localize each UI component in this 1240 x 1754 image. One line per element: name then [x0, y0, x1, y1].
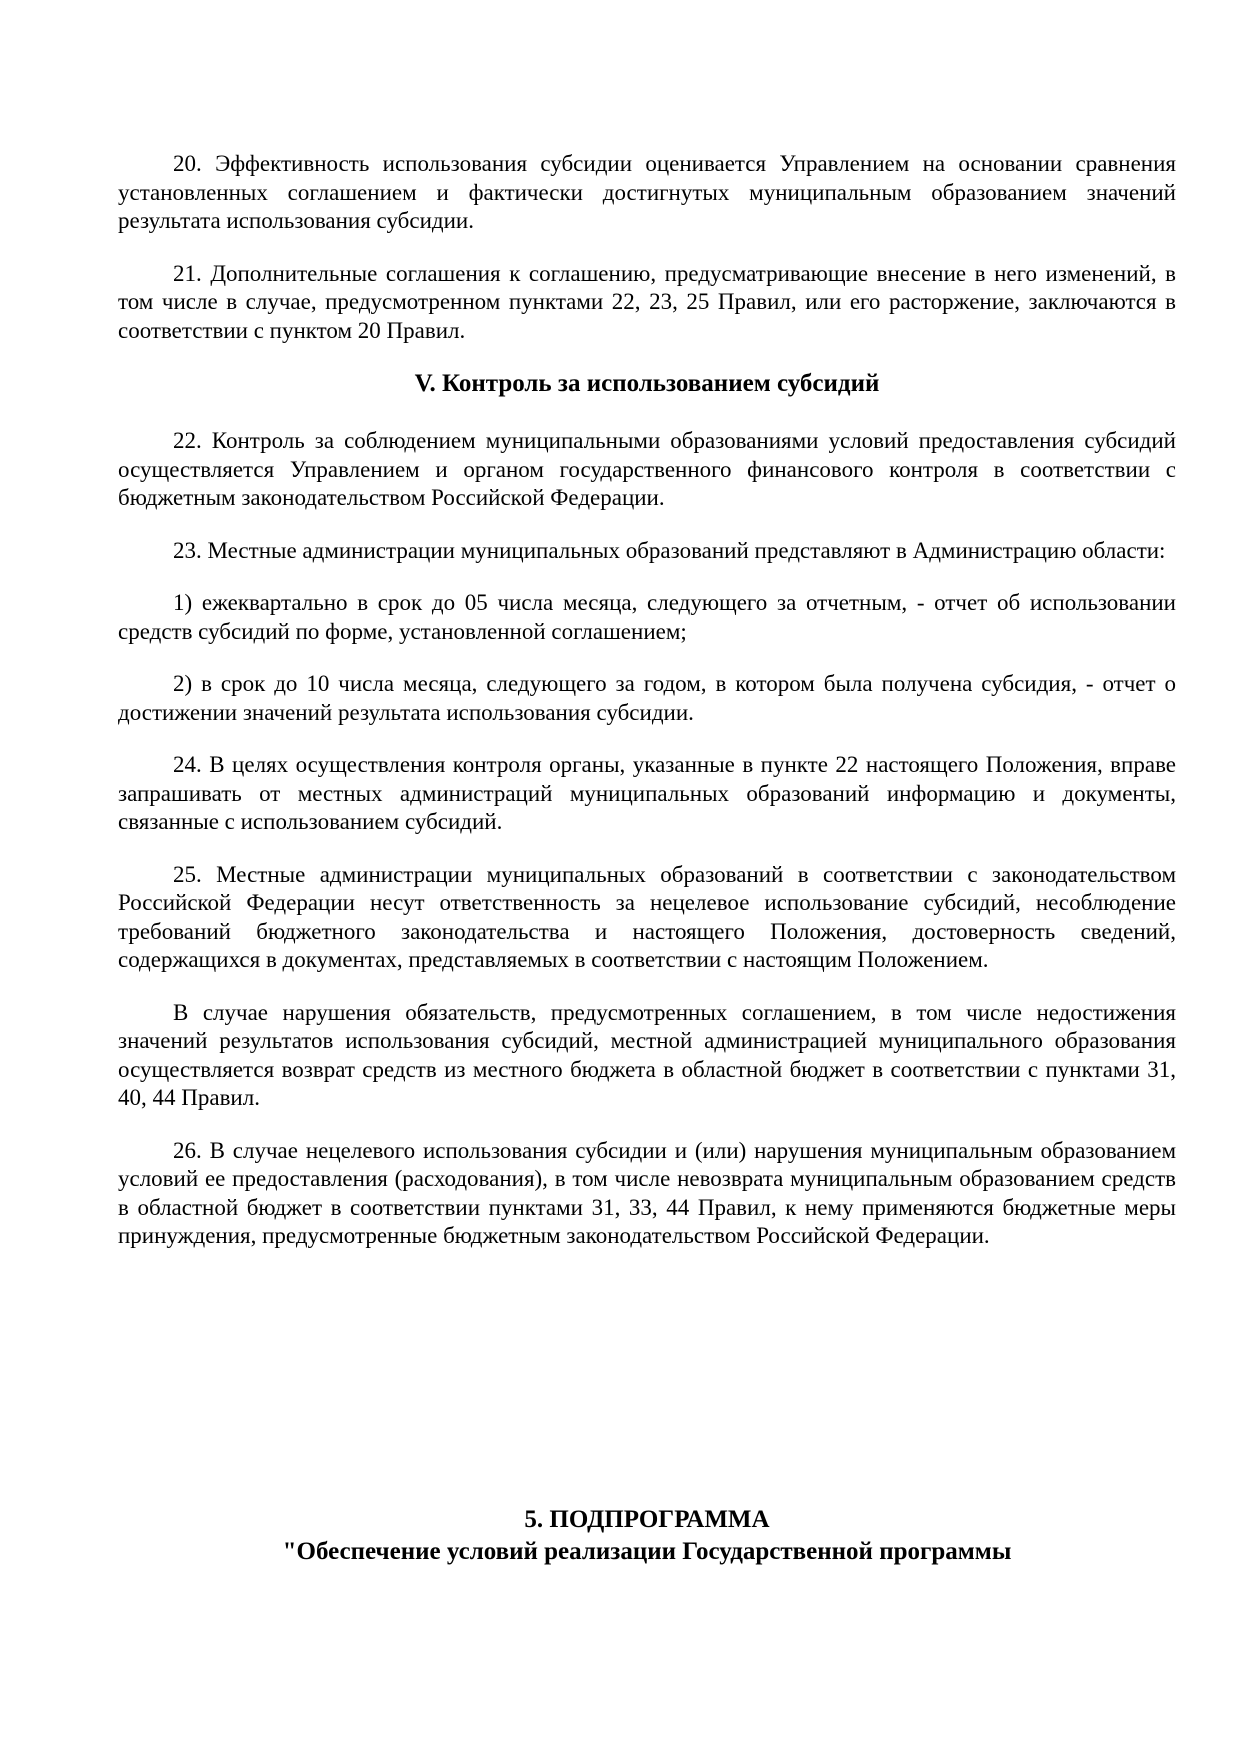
subprogram-number-title: 5. ПОДПРОГРАММА [524, 1506, 770, 1533]
paragraph-23-item-1: 1) ежеквартально в срок до 05 числа месяца, следующего за отчетным, - отчет об использовании средств субсидий по форме, установленной соглашением; [118, 590, 1176, 644]
subprogram-heading [118, 1504, 1176, 1568]
paragraph-26: 26. В случае нецелевого использования субсидии и (или) нарушения муниципальным образованием условий ее предоставления (расходования), в том числе невозврата муниципальным образованием средств в областной бюджет в соответствии пунктами 31, 33, 44 Правил, к нему применяются бюджетные меры принуждения, предусмотренные бюджетным законодательством Российской Федерации. [118, 1137, 1176, 1248]
section-heading: V. Контроль за использованием субсидий [414, 370, 880, 397]
paragraph-25: 25. Местные администрации муниципальных образований в соответствии с законодательством Российской Федерации несут ответственность за нецелевое использование субсидий, несоблюдение требований бюджетного законодательства и настоящего Положения, достоверность сведений, содержащихся в документах, представляемых в соответствии с настоящим Положением. [118, 861, 1176, 972]
paragraph-23: 23. Местные администрации муниципальных образований представляют в Администрацию области: [173, 537, 1166, 563]
paragraph-25-continuation: В случае нарушения обязательств, предусмотренных соглашением, в том числе недостижения значений результатов использования субсидий, местной администрацией муниципального образования осуществляется возврат средств из местного бюджета в областной бюджет в соответствии с пунктами 31, 40, 44 Правил. [118, 999, 1176, 1110]
paragraph-21: 21. Дополнительные соглашения к соглашению, предусматривающие внесение в него изменений, в том числе в случае, предусмотренном пунктами 22, 23, 25 Правил, или его расторжение, заключаются в соответствии с пунктом 20 Правил. [118, 260, 1176, 343]
paragraph-23-item-2: 2) в срок до 10 числа месяца, следующего за годом, в котором была получена субсидия, - отчет о достижении значений результата использования субсидии. [118, 671, 1176, 725]
subprogram-name: "Обеспечение условий реализации Государственной программы [282, 1538, 1012, 1565]
paragraph-20: 20. Эффективность использования субсидии оценивается Управлением на основании сравнения установленных соглашением и фактически достигнутых муниципальным образованием значений результата использования субсидии. [118, 151, 1176, 233]
paragraph-24: 24. В целях осуществления контроля органы, указанные в пункте 22 настоящего Положения, вправе запрашивать от местных администраций муниципальных образований информацию и документы, связанные с использованием субсидий. [118, 752, 1176, 834]
paragraph-22: 22. Контроль за соблюдением муниципальными образованиями условий предоставления субсидий осуществляется Управлением и органом государственного финансового контроля в соответствии с бюджетным законодательством Российской Федерации. [118, 428, 1176, 510]
document-body [118, 150, 1176, 1275]
